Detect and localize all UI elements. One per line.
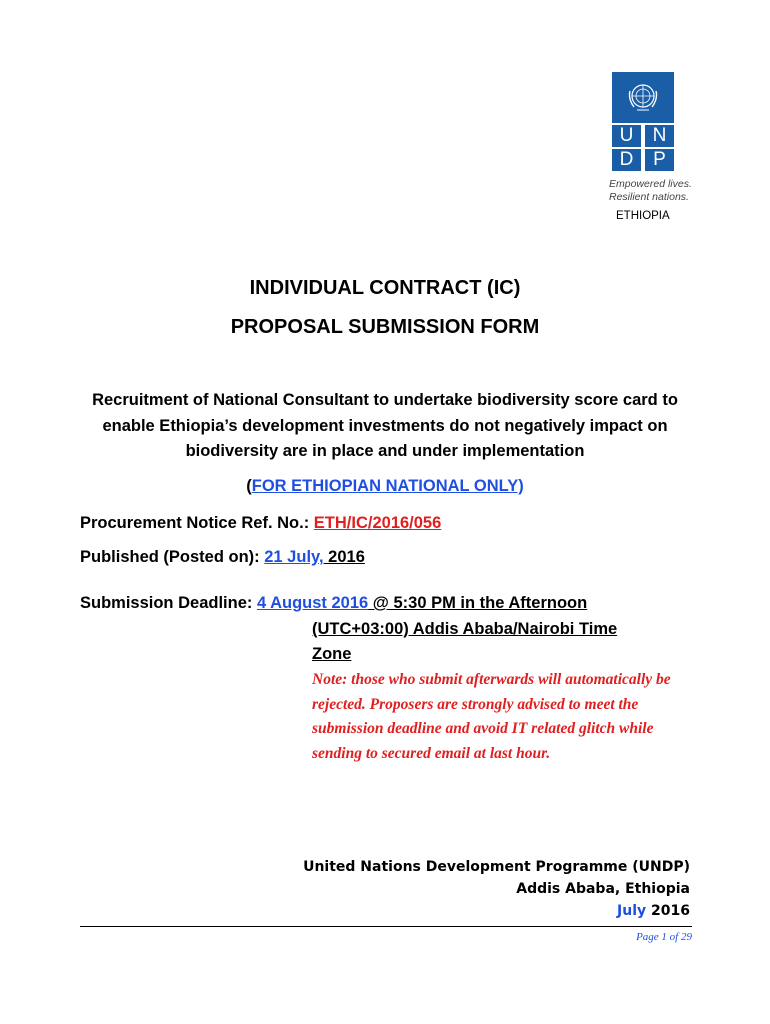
footer-divider <box>80 926 692 927</box>
document-subtitle: PROPOSAL SUBMISSION FORM <box>230 316 540 338</box>
country-label: ETHIOPIA <box>616 210 670 222</box>
deadline-date: 4 August 2016 <box>256 594 369 612</box>
submission-deadline <box>80 594 587 613</box>
logo-letter-n: N <box>645 125 674 147</box>
page-number: Page 1 of 29 <box>636 931 692 943</box>
deadline-note: Note: those who submit afterwards will automatically be rejected. Proposers are strongly advised to meet the submission deadline and avoid IT related glitch while sending to secured email at last hour. <box>312 671 671 762</box>
un-emblem-icon <box>625 79 661 115</box>
assignment-subject: Recruitment of National Consultant to undertake biodiversity score card to enable Ethiopia’s development investments do not negatively impact on biodiversity are in place and under implementation <box>92 391 678 460</box>
footer-date <box>617 903 690 919</box>
logo-letter-p: P <box>645 149 674 171</box>
deadline-timezone-line-2: Zone <box>312 645 352 663</box>
deadline-label: Submission Deadline: <box>80 594 257 612</box>
published-label: Published (Posted on): <box>80 548 265 566</box>
footer-year: 2016 <box>646 903 690 919</box>
undp-logo <box>612 72 674 170</box>
slogan-line-1: Empowered lives. <box>609 178 692 190</box>
logo-letter-u: U <box>612 125 641 147</box>
nationality-open-paren: ( <box>246 477 252 495</box>
published-date-value: 21 July, <box>264 548 324 566</box>
procurement-label: Procurement Notice Ref. No.: <box>80 514 314 532</box>
published-year: 2016 <box>323 548 365 566</box>
procurement-ref-value: ETH/IC/2016/056 <box>313 514 442 532</box>
deadline-time: @ 5:30 PM in the Afternoon <box>368 594 588 612</box>
footer-month: July <box>617 903 647 919</box>
nationality-restriction <box>0 477 770 496</box>
published-date <box>80 548 365 567</box>
undp-slogan <box>609 178 692 204</box>
nationality-link[interactable]: FOR ETHIOPIAN NATIONAL ONLY) <box>251 477 524 495</box>
footer-city: Addis Ababa, Ethiopia <box>516 881 690 897</box>
slogan-line-2: Resilient nations. <box>609 191 689 203</box>
deadline-timezone-line: (UTC+03:00) Addis Ababa/Nairobi Time <box>312 620 618 638</box>
footer-organization: United Nations Development Programme (UNDP) <box>303 859 690 875</box>
procurement-notice-ref <box>80 514 441 533</box>
logo-letter-d: D <box>612 149 641 171</box>
document-title: INDIVIDUAL CONTRACT (IC) <box>249 277 521 299</box>
un-emblem-block <box>612 72 674 123</box>
